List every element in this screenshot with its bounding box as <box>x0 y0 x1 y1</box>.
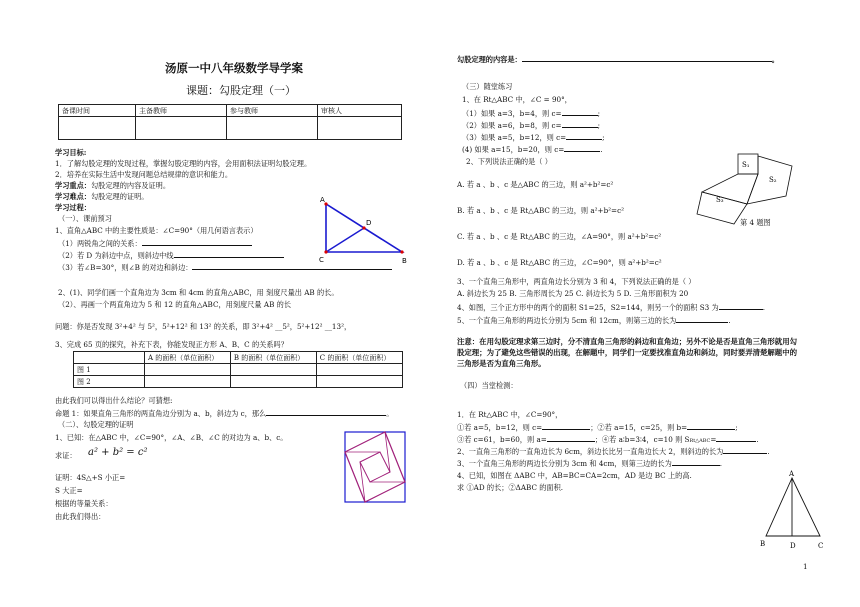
table-header: B 的面积（单位面积） <box>230 352 316 364</box>
vertex-label: A <box>789 470 795 478</box>
test-3: 3、一个直角三角形的两边长分别为 3cm 和 4cm，则第三边的长为 <box>457 459 672 468</box>
proof-line-1: 证明：4S△+S 小正= <box>55 473 126 482</box>
answer-blank[interactable] <box>266 408 386 416</box>
key-text: 勾股定理的内容及证明。 <box>90 181 171 190</box>
answer-blank[interactable] <box>174 250 284 258</box>
question-3: 3、完成 65 页的探究，补充下表，你能发现正方形 A、B、C 的关系吗？ <box>55 340 288 349</box>
practice-1a: （1）如果 a=3，b=4，则 c= <box>462 109 562 118</box>
practice-1d: (4) 如果 a=15，b=20，则 c= <box>462 145 565 154</box>
difficulty-text: 勾股定理的证明。 <box>90 192 149 201</box>
answer-blank[interactable] <box>687 422 735 430</box>
practice-4: 4、如图，三个正方形中的两个的面积 S1=25，S2=144，则另一个的面积 S3 为 <box>457 303 719 312</box>
pythagorean-formula: a² + b² = c² <box>88 447 148 458</box>
square-label: S₁ <box>742 161 750 169</box>
answer-blank[interactable] <box>672 458 720 466</box>
table-header: 主备教师 <box>136 105 227 117</box>
section-4-heading: （四）当堂检测： <box>460 381 518 390</box>
practice-1c: （3）如果 a=5，b=12，则 c= <box>462 133 567 142</box>
practice-3: 3、一个直角三角形中，两直角边长分别为 3 和 4，下列说法正确的是（ ） <box>457 277 696 286</box>
goals-heading: 学习目标: <box>55 148 87 157</box>
vertex-label: B <box>402 257 407 265</box>
answer-blank[interactable] <box>564 144 600 152</box>
goal-1: 1．了解勾股定理的发现过程，掌握勾股定理的内容，会用面积法证明勾股定理。 <box>55 159 312 168</box>
answer-blank[interactable] <box>542 422 590 430</box>
square-label: S₂ <box>769 176 777 184</box>
section-1-heading: （一）、课前预习 <box>58 214 112 223</box>
page-number: 1 <box>803 562 808 571</box>
question-2a: 2、(1)、同学们画一个直角边为 3cm 和 4cm 的直角△ABC，用 刻度尺量出 AB 的长。 <box>58 288 339 297</box>
section-3-heading: （三）随堂练习 <box>462 82 513 91</box>
practice-2: 2、下列说法正确的是（ ） <box>466 157 552 166</box>
proof-given: 1、已知：在△ABC 中，∠C=90°，∠A、∠B、∠C 的对边为 a、b、c。 <box>55 433 288 442</box>
answer-blank[interactable] <box>719 302 763 310</box>
practice-3-options: A. 斜边长为 25 B. 三角形周长为 25 C. 斜边长为 5 D. 三角形面积为 20 <box>457 289 689 298</box>
answer-blank[interactable] <box>142 238 252 246</box>
test-4b: 求 ①AD 的长；②ΔABC 的面积. <box>457 483 564 492</box>
proof-line-3: 根据的等量关系： <box>55 499 113 508</box>
question-1a: （1）两锐角之间的关系： <box>58 239 142 248</box>
test-4: 4、已知，如图在 ΔABC 中，AB=BC=CA=2cm，AD 是边 BC 上的高. <box>457 471 692 480</box>
test-1b: ；②若 a=15，c=25，则 b= <box>590 423 688 432</box>
test-1a: ①若 a=5，b=12，则 c= <box>457 423 543 432</box>
section-2-heading: （二）、勾股定理的证明 <box>58 420 134 429</box>
vertex-label: A <box>320 196 325 204</box>
vertex-label: D <box>790 542 796 550</box>
figure-4-caption: 第 4 题图 <box>740 218 771 227</box>
option-c: C. 若 a 、b 、c 是 Rt△ABC 的三边，∠A=90°，则 a²+b²=c² <box>457 232 662 241</box>
vertex-label: B <box>760 540 766 548</box>
equilateral-triangle-figure <box>756 468 832 554</box>
question-2c: 问题：你是否发现 3²+4² 与 5²，5²+12² 和 13² 的关系，即 3²+4² __5²，5²+12² __13²， <box>55 322 352 331</box>
option-b: B. 若 a 、b 、c 是 Rt△ABC 的三边，则 a²+b²=c² <box>457 206 624 215</box>
proof-line-2: S 大正= <box>55 486 83 495</box>
conclusion-question: 由此我们可以得出什么结论？可猜想: <box>55 396 173 405</box>
answer-blank[interactable] <box>676 315 728 323</box>
proof-line-4: 由此我们得出： <box>55 512 106 521</box>
prove-label: 求证： <box>55 451 77 460</box>
table-header: C 的面积（单位面积） <box>316 352 402 364</box>
lesson-subtitle: 课题：勾股定理（一） <box>186 84 296 97</box>
practice-1b: （2）如果 a=6，b=8，则 c= <box>462 121 562 130</box>
page-title: 汤原一中八年级数学导学案 <box>165 61 303 75</box>
answer-blank[interactable] <box>562 108 598 116</box>
process-heading: 学习过程： <box>55 203 91 212</box>
practice-1: 1、在 Rt△ABC 中，∠C = 90°， <box>462 95 572 104</box>
table-header: 备课时间 <box>59 105 136 117</box>
table-row-label: 图 1 <box>74 364 145 376</box>
practice-5: 5、一个直角三角形的两边长分别为 5cm 和 12cm，则第三边的长为 <box>457 316 677 325</box>
answer-blank[interactable] <box>547 434 595 442</box>
answer-blank[interactable] <box>716 434 756 442</box>
answer-blank[interactable] <box>566 132 602 140</box>
caution-note: 注意：在用勾股定理求第三边时，分不清直角三角形的斜边和直角边；另外不论是否是直角三角形就用勾股定理；为了避免这些错误的出现，在解题中，同学们一定要找准直角边和斜边，同时要弄清楚解题中的三角形是否为直角三角形。 <box>457 337 797 368</box>
test-1d-eq: = <box>710 435 717 444</box>
vertex-label: C <box>319 256 324 264</box>
answer-blank[interactable] <box>562 120 598 128</box>
prep-table <box>58 104 402 140</box>
question-2b: （2）、再画一个两直角边为 5 和 12 的直角△ABC，用刻度尺量 AB 的长 <box>58 300 292 309</box>
vertex-label: D <box>366 219 372 227</box>
square-label: S₃ <box>716 196 724 204</box>
proposition-1: 命题 1：如果直角三角形的两直角边分别为 a、b，斜边为 c，那么 <box>55 409 267 418</box>
test-1d: ；④若 a∶b=3∶4，c=10 则 S <box>594 435 690 444</box>
test-1: 1．在 Rt△ABC 中，∠C=90°， <box>457 410 563 419</box>
question-1c: （3）若∠B=30°，则∠B 的对边和斜边： <box>58 263 193 272</box>
difficulty-label: 学习难点： <box>55 192 91 201</box>
goal-2: 2．培养在实际生活中发现问题总结规律的意识和能力。 <box>55 170 233 179</box>
vertex-label: C <box>818 542 824 550</box>
content-label: 勾股定理的内容是： <box>457 55 522 64</box>
table-row-label: 图 2 <box>74 376 145 388</box>
test-1c: ③若 c=61，b=60，则 a= <box>457 435 547 444</box>
table-header: A 的面积（单位面积） <box>145 352 231 364</box>
question-1: 1、直角△ABC 中的主要性质是：∠C=90°（用几何语言表示） <box>55 226 258 235</box>
table-header: 审核人 <box>318 105 402 117</box>
square-proof-figure <box>340 426 412 508</box>
table-header: 参与教师 <box>227 105 318 117</box>
option-d: D. 若 a 、b 、c 是 Rt△ABC 的三边，∠C=90°，则 a²+b²=c² <box>457 258 662 267</box>
answer-blank[interactable] <box>522 54 772 62</box>
option-a: A. 若 a 、b 、c 是△ABC 的三边，则 a²+b²=c² <box>457 180 614 189</box>
area-table <box>73 351 403 388</box>
question-1b: （2）若 D 为斜边中点，则斜边中线 <box>58 251 174 260</box>
table-header <box>74 352 145 364</box>
right-triangle-figure <box>314 194 412 266</box>
key-label: 学习重点： <box>55 181 91 190</box>
test-2: 2、一直角三角形的一直角边长为 6cm，斜边长比另一直角边长大 2，则斜边的长为 <box>457 447 724 456</box>
answer-blank[interactable] <box>723 446 767 454</box>
